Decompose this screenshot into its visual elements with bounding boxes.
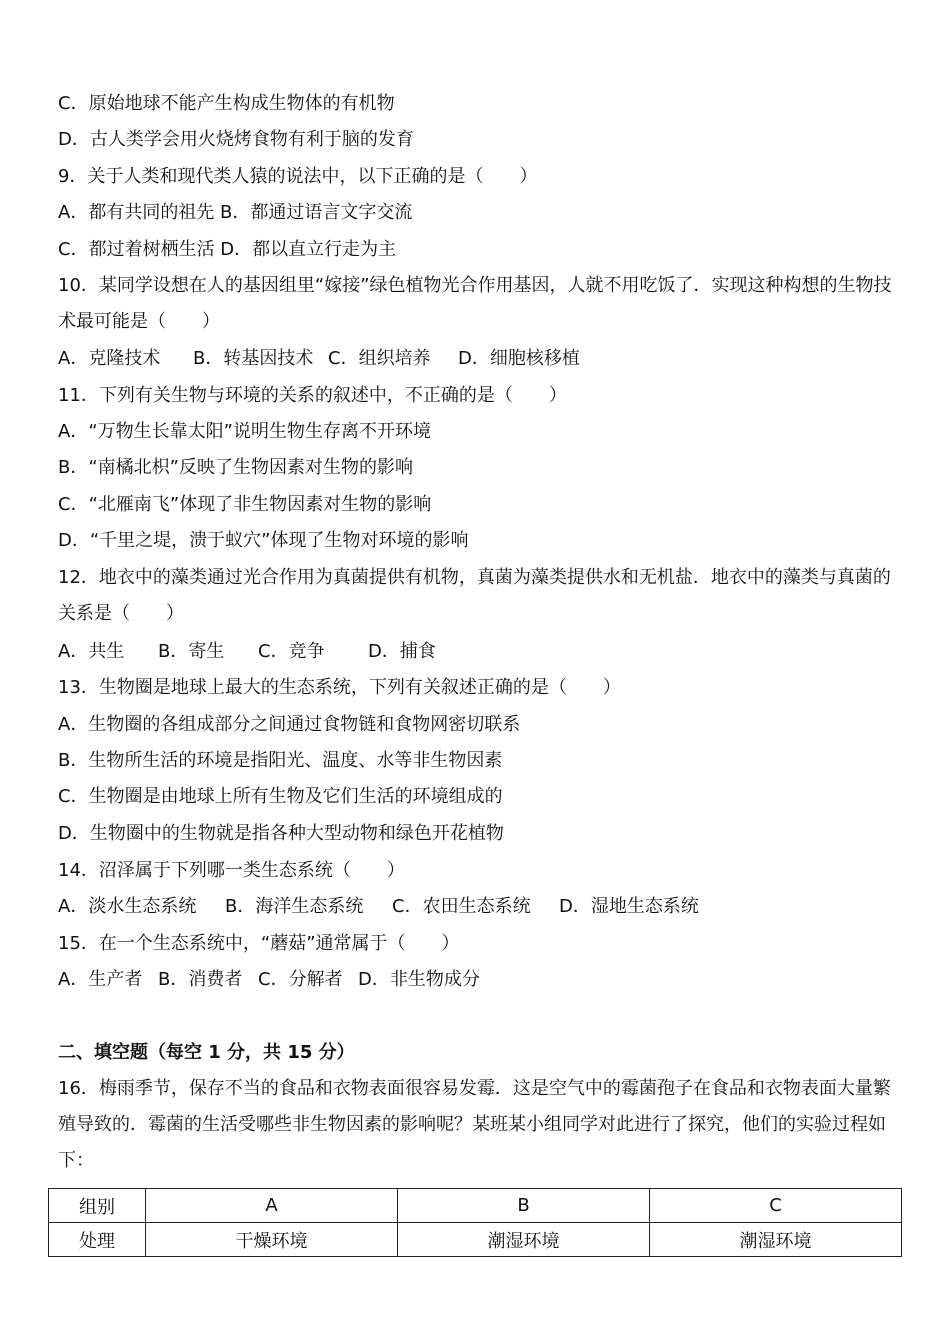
q13-option-b: B．生物所生活的环境是指阳光、温度、水等非生物因素 [58, 750, 503, 771]
q16-stem: 16．梅雨季节，保存不当的食品和衣物表面很容易发霉．这是空气中的霉菌孢子在食品和衣物表面大量繁殖导致的．霉菌的生活受哪些非生物因素的影响呢？某班某小组同学对此进行了探究，他们的实验过程如下： [58, 1078, 891, 1171]
q12-stem: 12．地衣中的藻类通过光合作用为真菌提供有机物，真菌为藻类提供水和无机盐．地衣中的藻类与真菌的关系是（ ） [58, 567, 891, 624]
q15-options [58, 968, 480, 992]
q11-option-c: C．“北雁南飞”体现了非生物因素对生物的影响 [58, 494, 432, 515]
q14-options [58, 895, 699, 919]
q10-option-a: A．克隆技术 [58, 348, 161, 369]
q12-option-b: B．寄生 [158, 641, 225, 662]
table-row [49, 1223, 902, 1257]
table-cell: A [146, 1189, 398, 1223]
q9-options-cd: C．都过着树栖生活 D．都以直立行走为主 [58, 239, 397, 260]
table-cell: 处理 [49, 1223, 146, 1257]
table-cell: 潮湿环境 [398, 1223, 650, 1257]
q8-option-c: C．原始地球不能产生构成生物体的有机物 [58, 93, 395, 114]
table-cell: 干燥环境 [146, 1223, 398, 1257]
q13-stem: 13．生物圈是地球上最大的生态系统，下列有关叙述正确的是（ ） [58, 677, 621, 698]
q12-options [58, 640, 436, 664]
q10-option-c: C．组织培养 [328, 348, 431, 369]
q12-option-a: A．共生 [58, 641, 125, 662]
q14-option-d: D．湿地生态系统 [559, 896, 699, 917]
q14-option-a: A．淡水生态系统 [58, 896, 197, 917]
q9-stem: 9．关于人类和现代类人猿的说法中，以下正确的是（ ） [58, 166, 538, 187]
q12-option-d: D．捕食 [368, 641, 436, 662]
q11-option-b: B．“南橘北枳”反映了生物因素对生物的影响 [58, 457, 413, 478]
q15-stem: 15．在一个生态系统中，“蘑菇”通常属于（ ） [58, 933, 460, 954]
q15-option-d: D．非生物成分 [358, 969, 480, 990]
experiment-table [48, 1188, 902, 1257]
q14-stem: 14．沼泽属于下列哪一类生态系统（ ） [58, 860, 405, 881]
table-cell: B [398, 1189, 650, 1223]
table-cell: 潮湿环境 [650, 1223, 902, 1257]
q8-option-d: D．古人类学会用火烧烤食物有利于脑的发育 [58, 129, 414, 150]
q11-stem: 11．下列有关生物与环境的关系的叙述中，不正确的是（ ） [58, 385, 567, 406]
q9-options-ab: A．都有共同的祖先 B．都通过语言文字交流 [58, 202, 413, 223]
q10-stem: 10．某同学设想在人的基因组里“嫁接”绿色植物光合作用基因，人就不用吃饭了．实现这种构想的生物技术最可能是（ ） [58, 275, 892, 332]
q15-option-c: C．分解者 [258, 969, 343, 990]
q11-option-a: A．“万物生长靠太阳”说明生物生存离不开环境 [58, 421, 431, 442]
q10-options [58, 347, 580, 371]
q13-option-d: D．生物圈中的生物就是指各种大型动物和绿色开花植物 [58, 823, 504, 844]
q11-option-d: D．“千里之堤，溃于蚁穴”体现了生物对环境的影响 [58, 530, 469, 551]
q13-option-c: C．生物圈是由地球上所有生物及它们生活的环境组成的 [58, 786, 503, 807]
q12-option-c: C．竞争 [258, 641, 325, 662]
q13-option-a: A．生物圈的各组成部分之间通过食物链和食物网密切联系 [58, 714, 521, 735]
table-cell: C [650, 1189, 902, 1223]
table-row [49, 1189, 902, 1223]
q14-option-b: B．海洋生态系统 [225, 896, 364, 917]
section-title: 二、填空题（每空 1 分，共 15 分） [58, 1042, 355, 1063]
q10-option-b: B．转基因技术 [193, 348, 314, 369]
q14-option-c: C．农田生态系统 [392, 896, 531, 917]
q15-option-a: A．生产者 [58, 969, 143, 990]
table-cell: 组别 [49, 1189, 146, 1223]
q15-option-b: B．消费者 [158, 969, 243, 990]
q10-option-d: D．细胞核移植 [458, 348, 580, 369]
